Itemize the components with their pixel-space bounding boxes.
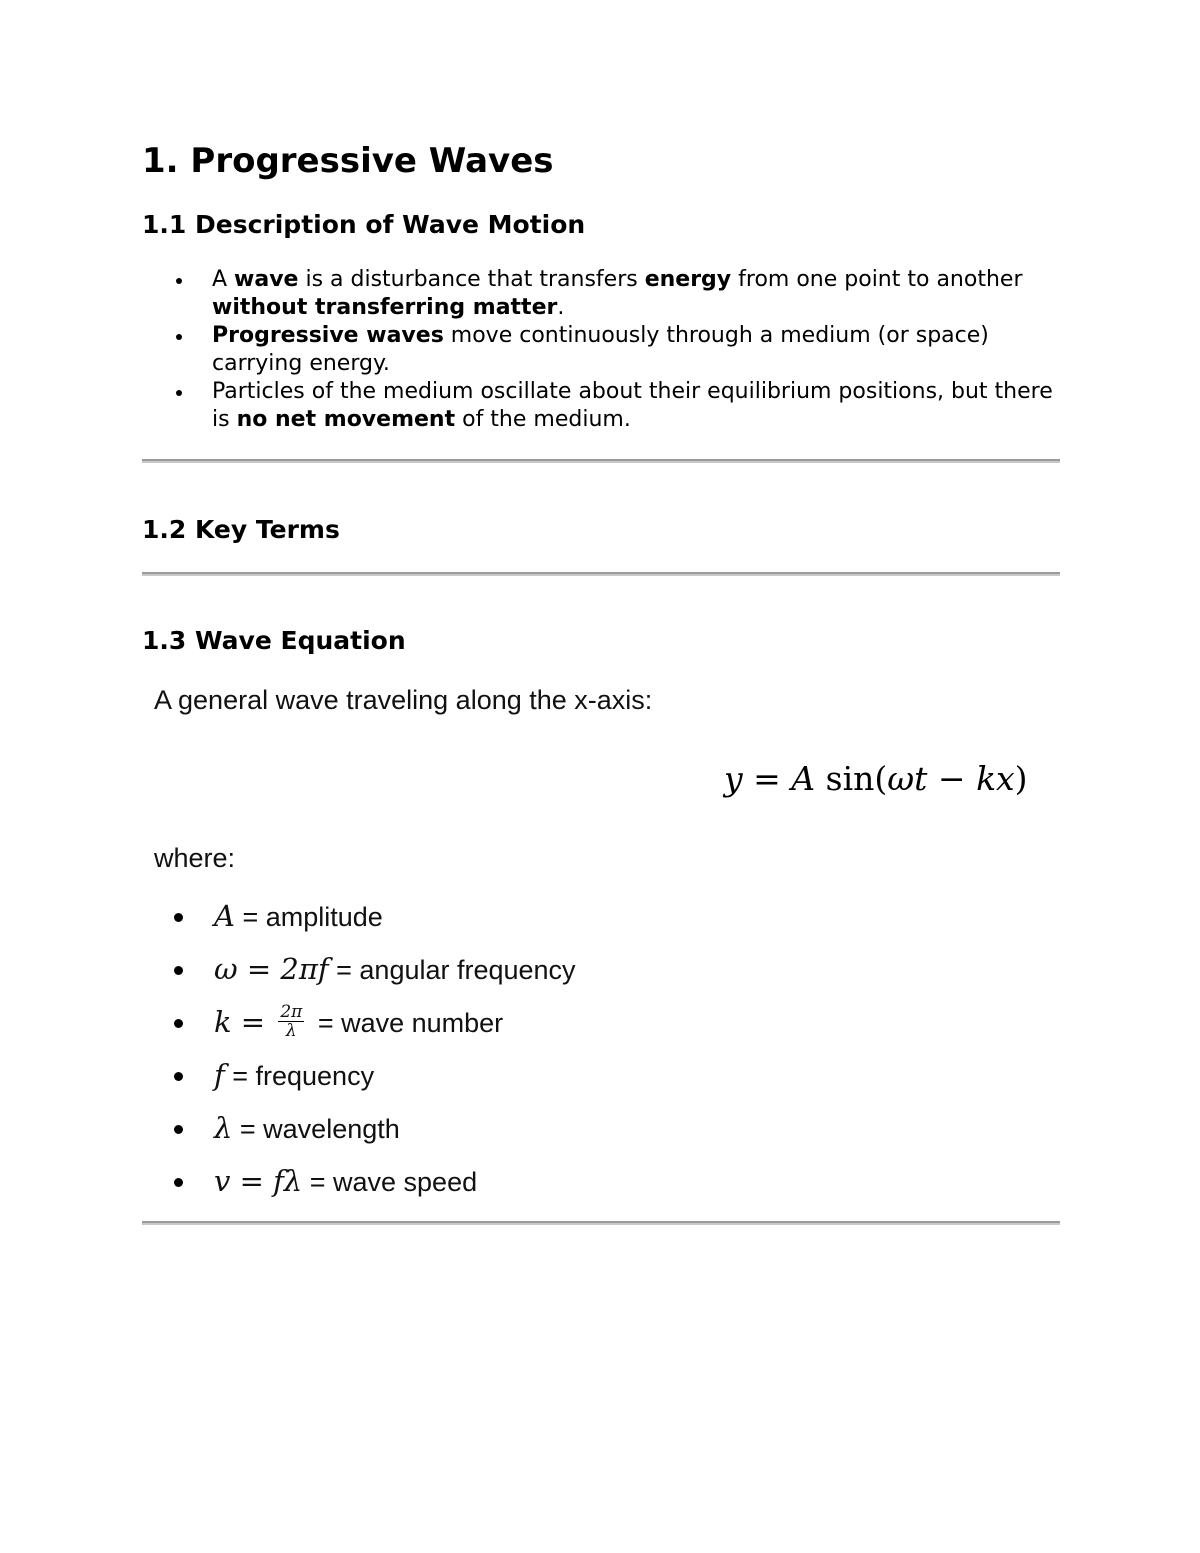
bullet-icon xyxy=(174,1019,183,1028)
wave-equation: y = A sin(ωt − kx) xyxy=(724,759,1028,798)
definitions-list xyxy=(142,890,576,1208)
bullet-icon xyxy=(174,966,183,975)
list-item: f = frequency xyxy=(142,1049,576,1102)
section-heading-wave-equation: 1.3 Wave Equation xyxy=(142,626,406,655)
section-divider xyxy=(142,459,1060,463)
bullet-icon xyxy=(174,913,183,922)
list-item: k = $\frac{2\pi}{\lambda}$ = wave number xyxy=(142,996,576,1049)
bullet-icon xyxy=(174,1125,183,1134)
list-item: λ = wavelength xyxy=(142,1102,576,1155)
list-item: A wave is a disturbance that transfers energy from one point to another without transferring matter. xyxy=(142,266,1060,322)
bullet-icon xyxy=(176,278,182,284)
section-heading-description: 1.1 Description of Wave Motion xyxy=(142,210,586,239)
list-item: Progressive waves move continuously through a medium (or space) carrying energy. xyxy=(142,322,1060,378)
bullet-icon xyxy=(176,390,182,396)
fraction: $\frac{2\pi}{\lambda}$ xyxy=(280,1002,303,1042)
bullet-icon xyxy=(174,1072,183,1081)
page-title: 1. Progressive Waves xyxy=(142,141,554,181)
bullet-icon xyxy=(174,1178,183,1187)
section-divider xyxy=(142,1221,1060,1225)
list-item: v = fλ = wave speed xyxy=(142,1155,576,1208)
list-item: ω = 2πf = angular frequency xyxy=(142,943,576,996)
section-divider xyxy=(142,572,1060,576)
description-list xyxy=(142,266,1060,434)
section-heading-key-terms: 1.2 Key Terms xyxy=(142,515,340,544)
bullet-icon xyxy=(176,334,182,340)
list-item: A = amplitude xyxy=(142,890,576,943)
where-label: where: xyxy=(154,843,236,873)
list-item: Particles of the medium oscillate about their equilibrium positions, but there is no net movement of the medium. xyxy=(142,378,1060,434)
equation-intro: A general wave traveling along the x-axis: xyxy=(154,685,653,715)
wave-equation-image xyxy=(142,680,1060,1200)
